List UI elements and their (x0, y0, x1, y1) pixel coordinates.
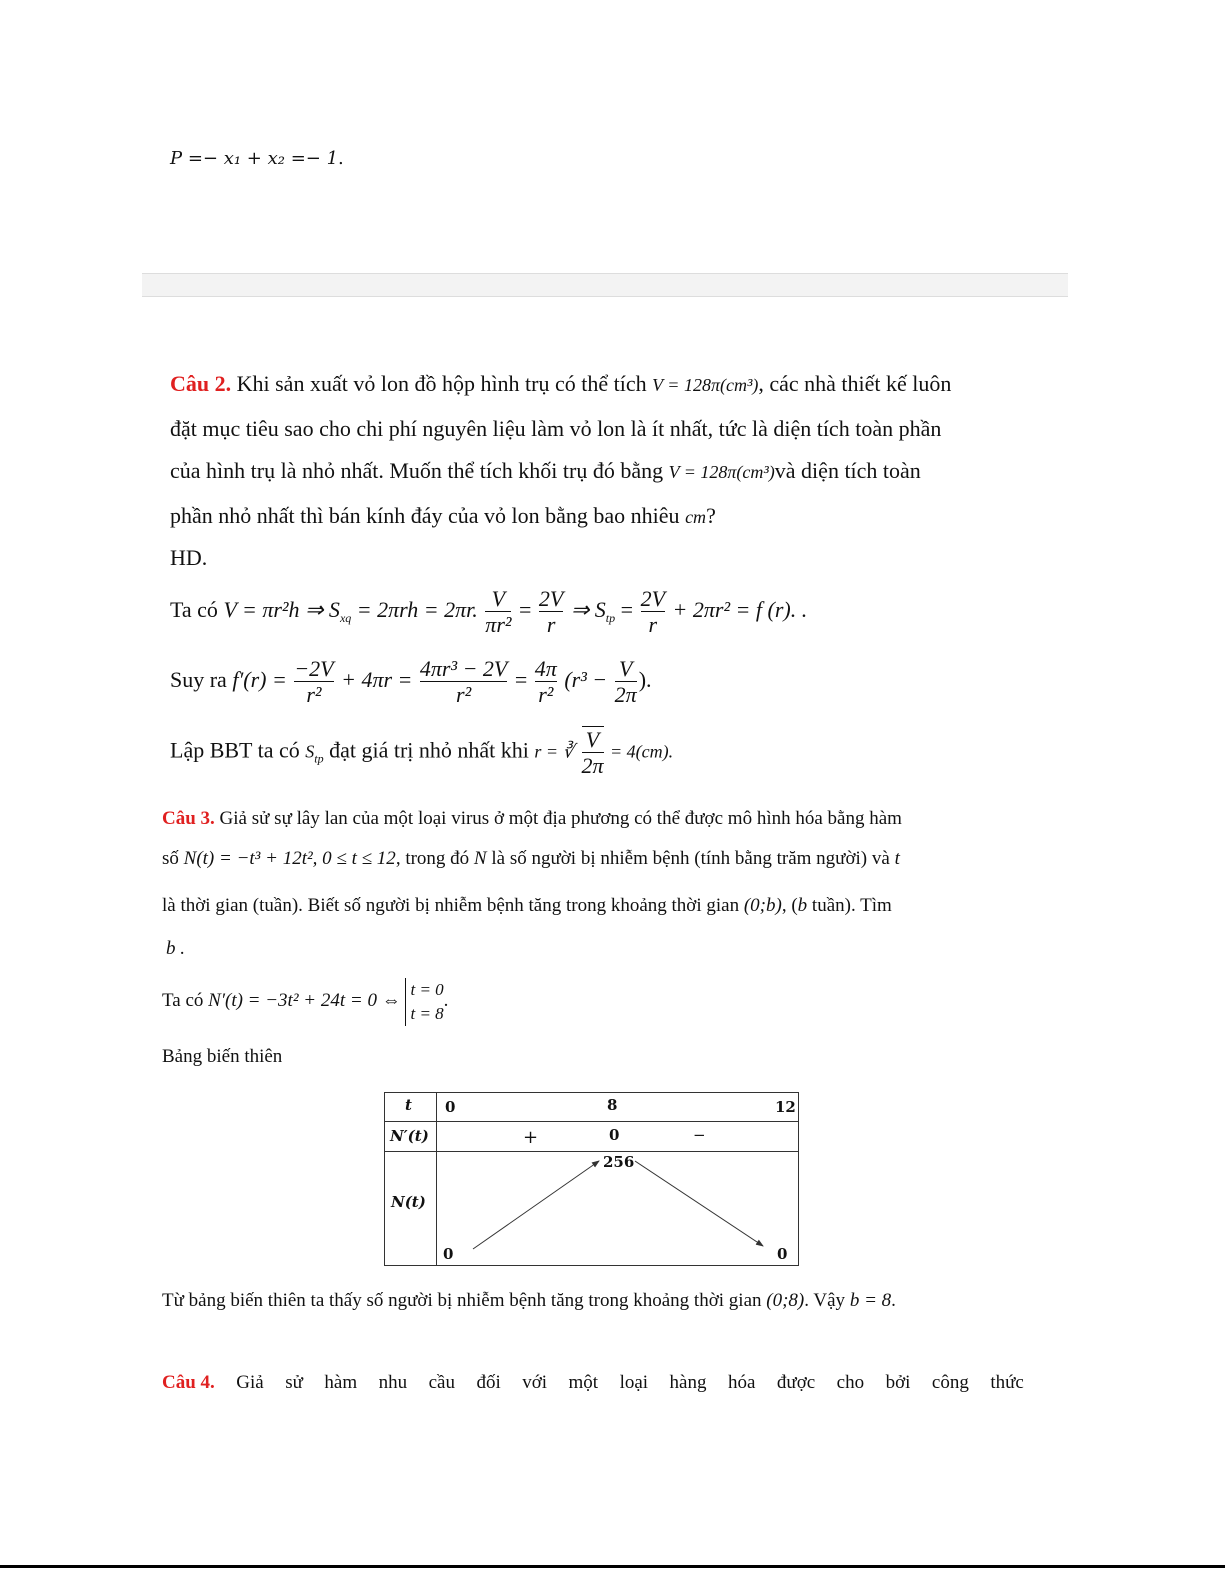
separator-bar (142, 273, 1068, 297)
formula: V = 128π(cm³) (652, 375, 759, 395)
num: 4π (534, 656, 557, 681)
text: Ta có (170, 596, 224, 622)
den: r² (294, 681, 333, 707)
fraction (294, 656, 333, 708)
word: hàm (324, 1372, 358, 1393)
word: loại (619, 1372, 649, 1393)
system (405, 978, 443, 1026)
den: πr² (485, 612, 512, 638)
var: b (797, 895, 808, 916)
den: 2π (581, 753, 604, 779)
formula: (0;b) (743, 895, 782, 916)
q3-line1 (162, 808, 902, 830)
q2-line1 (170, 371, 951, 397)
q2-solution-1 (170, 586, 807, 638)
header-t: t (405, 1096, 412, 1114)
formula: (0;8) (766, 1290, 805, 1311)
num: 2V (640, 586, 666, 611)
formula: V = πr²h ⇒ S (223, 596, 340, 622)
case: t = 8 (410, 1003, 444, 1023)
num: 4πr³ − 2V (419, 656, 508, 681)
prev-answer (170, 148, 344, 169)
text: Ta có (162, 990, 209, 1012)
q2-line3 (170, 458, 921, 484)
den: r² (535, 681, 557, 707)
formula: ⇒ S (565, 596, 606, 622)
q4-label: Câu 4. (162, 1372, 215, 1393)
den: r (539, 611, 563, 637)
den: r (641, 611, 665, 637)
formula: b = 8 (849, 1290, 892, 1311)
header-n: N(t) (391, 1193, 426, 1211)
word: thức (990, 1372, 1024, 1393)
text: số (162, 848, 184, 869)
num: V (585, 727, 600, 752)
start-value: 0 (443, 1245, 454, 1263)
variation-table (384, 1092, 799, 1266)
x-value: 12 (775, 1098, 796, 1116)
fraction (615, 656, 637, 708)
period: . (338, 148, 344, 169)
text: Lập BBT ta có (170, 737, 306, 763)
op: = (615, 596, 639, 622)
fraction (641, 586, 665, 638)
fraction (539, 586, 563, 638)
den: r² (420, 681, 507, 707)
text: là thời gian (tuần). Biết số người bị nhiễm bệnh tăng trong khoảng thời gian (162, 895, 744, 916)
op: = (513, 596, 537, 622)
formula: N′(t) = −3t² + 24t = 0 ⇔ (208, 990, 406, 1012)
var: N (473, 848, 487, 869)
formula: P =− x₁ + x₂ =− 1 (170, 148, 339, 169)
word: một (568, 1372, 599, 1393)
var: t (894, 848, 900, 869)
text: Giả sử sự lây lan của một loại virus ở một địa phương có thể được mô hình hóa bằng hàm (214, 808, 902, 829)
q3-solution (162, 978, 448, 1026)
formula: (r³ − (558, 666, 613, 692)
num: V (491, 586, 506, 611)
q2-line2: đặt mục tiêu sao cho chi phí nguyên liệu làm vỏ lon là ít nhất, tức là diện tích toàn phần (170, 416, 942, 441)
q4-line1 (162, 1372, 1024, 1394)
x-value: 0 (445, 1098, 456, 1116)
word: sử (285, 1372, 303, 1393)
word: đối (476, 1372, 501, 1393)
den: 2π (614, 682, 637, 708)
q3-line4: b . (166, 938, 185, 959)
formula: f′(r) = (232, 666, 293, 692)
derivative-zero: 0 (609, 1126, 620, 1144)
text: đạt giá trị nhỏ nhất khi (323, 737, 535, 763)
word: công (931, 1372, 969, 1393)
text: Suy ra (170, 666, 233, 692)
sign-minus: − (693, 1126, 706, 1144)
text: và diện tích toàn (774, 458, 921, 483)
text: phần nhỏ nhất thì bán kính đáy của vỏ lon bằng bao nhiêu (170, 503, 686, 528)
text: , trong đó (395, 848, 474, 869)
q3-line2 (162, 848, 900, 870)
text: của hình trụ là nhỏ nhất. Muốn thể tích khối trụ đó bằng (170, 458, 669, 483)
formula: = 4(cm). (605, 741, 674, 762)
word: với (522, 1372, 548, 1393)
word: Giả (236, 1372, 264, 1393)
subscript: xq (339, 611, 352, 626)
text: . Vậy (804, 1290, 850, 1311)
formula: = 2πrh = 2πr. (351, 596, 478, 622)
word: bởi (885, 1372, 911, 1393)
fraction (420, 656, 507, 708)
num: 2V (538, 586, 564, 611)
formula: V = 128π(cm³) (668, 462, 775, 482)
text: là số người bị nhiễm bệnh (tính bằng trăm người) và (486, 848, 895, 869)
max-value: 256 (603, 1153, 635, 1171)
text: tuần). Tìm (807, 895, 892, 916)
text: . (891, 1290, 896, 1311)
text: , ( (781, 895, 798, 916)
variation-arrows (385, 1093, 800, 1267)
word: cho (836, 1372, 865, 1393)
num: −2V (294, 656, 334, 681)
text: ? (706, 503, 716, 528)
word: cầu (428, 1372, 455, 1393)
q3-line3 (162, 895, 892, 917)
num: V (618, 656, 633, 681)
fraction (582, 726, 604, 779)
formula: + 4πr = (335, 666, 418, 692)
formula: N(t) = −t³ + 12t², 0 ≤ t ≤ 12 (183, 848, 396, 869)
header-nprime: N′(t) (390, 1127, 429, 1145)
subscript: tp (314, 751, 324, 766)
subscript: tp (605, 611, 616, 626)
q2-solution-2 (170, 656, 652, 708)
q2-solution-3: Lập BBT ta có $S_{tp}$ đạt giá trị nhỏ nhất khi r = ∛ $\frac{V}{2\pi}$ = 4(cm). (170, 727, 674, 779)
page-bottom-border (0, 1565, 1225, 1568)
formula: r = ∛ (534, 741, 574, 762)
text: , các nhà thiết kế luôn (758, 371, 952, 396)
formula: + 2πr² = f (r). . (667, 596, 808, 622)
bbt-title: Bảng biến thiên (162, 1046, 283, 1067)
text: Từ bảng biến thiên ta thấy số người bị nhiễm bệnh tăng trong khoảng thời gian (162, 1290, 767, 1311)
fraction (535, 656, 557, 708)
q3-conclusion (162, 1290, 896, 1312)
word: hàng (669, 1372, 707, 1393)
q2-line4 (170, 503, 716, 529)
hd-label: HD. (170, 545, 208, 570)
unit: cm (685, 507, 707, 527)
end-value: 0 (777, 1245, 788, 1263)
op: . (443, 990, 449, 1012)
fraction (485, 586, 511, 638)
word: được (776, 1372, 816, 1393)
word: hóa (727, 1372, 756, 1393)
op: = (509, 666, 533, 692)
decreasing-arrow (635, 1161, 763, 1246)
q3-label: Câu 3. (162, 808, 215, 829)
case: t = 0 (410, 980, 444, 999)
text: Khi sản xuất vỏ lon đồ hộp hình trụ có thể tích (231, 371, 653, 396)
op: ). (638, 666, 652, 692)
x-value: 8 (607, 1096, 618, 1114)
word: nhu (378, 1372, 408, 1393)
increasing-arrow (473, 1161, 599, 1249)
q2-label: Câu 2. (170, 371, 232, 396)
sign-plus: + (523, 1127, 539, 1148)
